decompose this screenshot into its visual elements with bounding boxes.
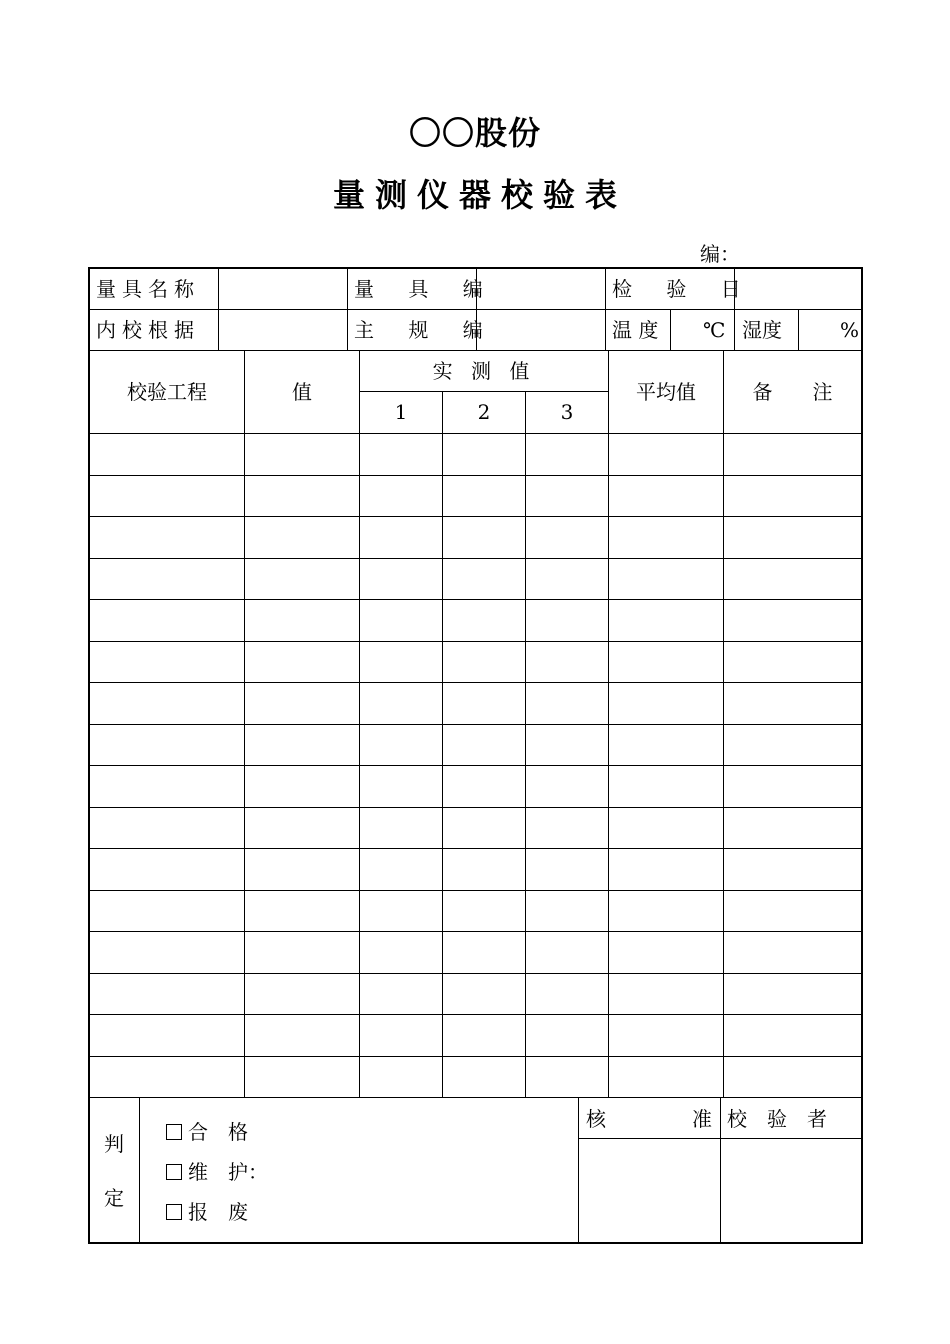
col-line [347, 269, 348, 350]
option-scrap[interactable] [166, 1200, 248, 1224]
col-header-measured: 实 测 值 [432, 359, 536, 383]
form-table [88, 267, 863, 1244]
code-label: 编： [700, 242, 740, 266]
col-header-measured-2: 2 [477, 400, 491, 424]
humidity-label: 湿度 [742, 318, 782, 342]
col-line [720, 1097, 721, 1242]
col-header-value: 值 [292, 380, 312, 404]
option-pass[interactable] [166, 1120, 248, 1144]
col-line [723, 350, 724, 1097]
humidity-unit: % [840, 318, 860, 342]
table-row-line [90, 641, 861, 642]
row-line [360, 391, 608, 392]
gauge-name-label: 量具名称 [96, 277, 200, 301]
table-row-line [90, 931, 861, 932]
table-row-line [90, 1056, 861, 1057]
col-header-average: 平均值 [636, 380, 696, 404]
table-row-line [90, 807, 861, 808]
document-title: 量测仪器校验表 [332, 176, 627, 214]
col-line [359, 350, 360, 1097]
company-name: 〇〇股份 [408, 114, 541, 152]
table-row-line [90, 516, 861, 517]
col-header-measured-3: 3 [560, 400, 574, 424]
row-line [90, 350, 861, 351]
col-line [670, 310, 671, 350]
table-row-line [90, 765, 861, 766]
approve-label-right: 准 [692, 1107, 712, 1131]
table-row-line [90, 682, 861, 683]
inspect-date-label: 检 验 日 [612, 277, 755, 301]
col-line [608, 350, 609, 1097]
spec-no-label: 主 规 编 [354, 318, 497, 342]
col-line [442, 391, 443, 1097]
table-row-line [90, 890, 861, 891]
temperature-unit: ℃ [703, 318, 726, 342]
judgement-label-2: 定 [104, 1186, 124, 1210]
table-row-line [90, 973, 861, 974]
option-pass-label: 合 格 [188, 1120, 248, 1144]
table-row-line [90, 724, 861, 725]
col-header-remark: 备 注 [752, 380, 833, 404]
checkbox-icon[interactable] [166, 1124, 182, 1140]
col-header-item: 校验工程 [127, 380, 207, 404]
row-line [90, 1097, 861, 1098]
table-row-line [90, 558, 861, 559]
col-line [605, 269, 606, 350]
option-maintenance[interactable] [166, 1160, 268, 1184]
table-row-line [90, 433, 861, 434]
calibration-basis-label: 内校根据 [96, 318, 200, 342]
inspector-label: 校 验 者 [727, 1107, 827, 1131]
table-row-line [90, 848, 861, 849]
col-header-measured-1: 1 [394, 400, 408, 424]
col-line [139, 1097, 140, 1242]
approve-label-left: 核 [586, 1107, 606, 1131]
col-line [525, 391, 526, 1097]
judgement-label-1: 判 [104, 1132, 124, 1156]
checkbox-icon[interactable] [166, 1204, 182, 1220]
table-row-line [90, 599, 861, 600]
col-line [218, 269, 219, 350]
gauge-no-label: 量 具 编 [354, 277, 497, 301]
table-row-line [90, 1014, 861, 1015]
temperature-label: 温 度 [612, 318, 659, 342]
table-row-line [90, 475, 861, 476]
checkbox-icon[interactable] [166, 1164, 182, 1180]
col-line [244, 350, 245, 1097]
option-scrap-label: 报 废 [188, 1200, 248, 1224]
col-line [798, 310, 799, 350]
col-line [578, 1097, 579, 1242]
option-maintenance-label: 维 护： [188, 1160, 268, 1184]
